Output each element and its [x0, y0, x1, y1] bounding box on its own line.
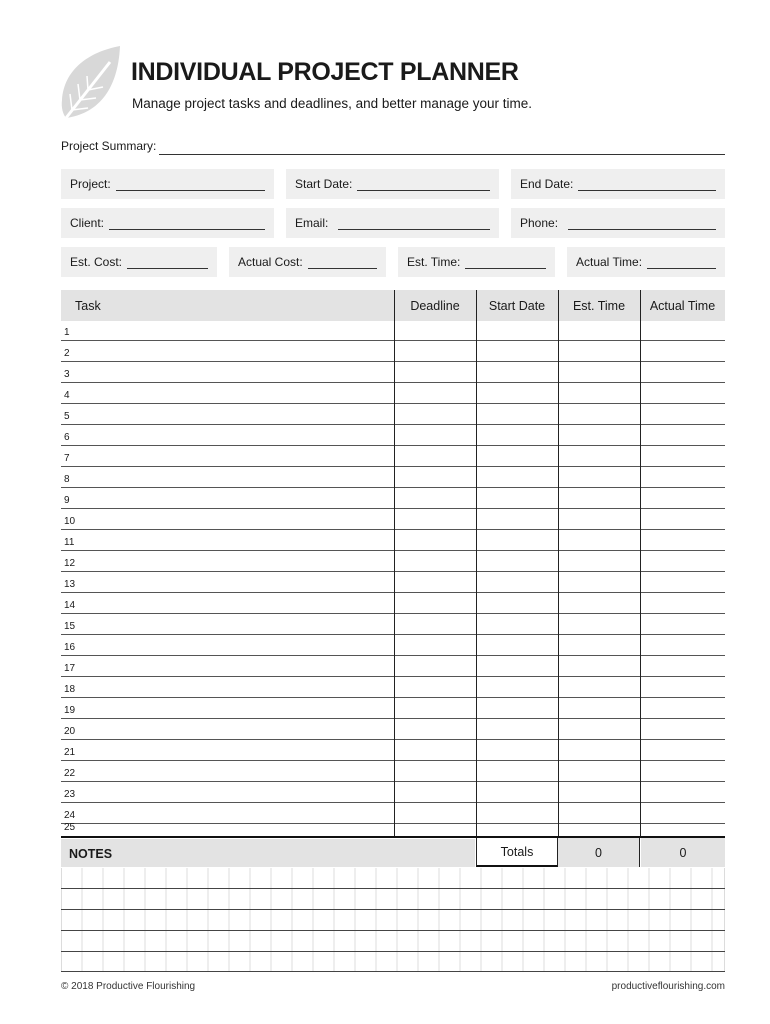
table-row[interactable] [61, 531, 725, 551]
column-header-task: Task [75, 298, 101, 313]
est-time-line [465, 258, 546, 269]
table-row[interactable] [61, 741, 725, 761]
email-field[interactable] [286, 208, 499, 238]
row-number: 2 [64, 348, 70, 359]
actual-time-field[interactable] [567, 247, 725, 277]
table-row[interactable] [61, 363, 725, 383]
start-date-label: Start Date: [295, 177, 353, 191]
table-row[interactable] [61, 657, 725, 677]
project-line [116, 180, 265, 191]
phone-label: Phone: [520, 216, 559, 230]
phone-field[interactable] [511, 208, 725, 238]
table-row[interactable] [61, 405, 725, 425]
table-row[interactable] [61, 573, 725, 593]
actual-cost-label: Actual Cost: [238, 255, 303, 269]
column-header-deadline: Deadline [410, 298, 460, 313]
notes-area[interactable] [61, 868, 725, 972]
column-header-est-time: Est. Time [572, 298, 626, 313]
total-est-time: 0 [558, 838, 640, 867]
table-row[interactable] [61, 552, 725, 572]
start-date-line [357, 180, 490, 191]
client-line [109, 219, 265, 230]
row-number: 9 [64, 495, 70, 506]
phone-line [568, 219, 716, 230]
row-number: 7 [64, 453, 70, 464]
email-label: Email: [295, 216, 329, 230]
end-date-line [578, 180, 716, 191]
est-cost-label: Est. Cost: [70, 255, 123, 269]
row-number: 4 [64, 390, 70, 401]
table-row[interactable] [61, 678, 725, 698]
row-number: 16 [64, 642, 76, 653]
est-time-label: Est. Time: [407, 255, 461, 269]
total-actual-time: 0 [641, 838, 725, 867]
row-number: 14 [64, 600, 76, 611]
project-summary-line [159, 144, 725, 155]
row-number: 18 [64, 684, 76, 695]
table-row[interactable] [61, 384, 725, 404]
table-row[interactable] [61, 510, 725, 530]
start-date-field[interactable] [286, 169, 499, 199]
table-row[interactable] [61, 615, 725, 635]
row-number: 15 [64, 621, 76, 632]
row-number: 8 [64, 474, 70, 485]
footer-copyright: © 2018 Productive Flourishing [61, 981, 196, 992]
actual-time-line [647, 258, 716, 269]
actual-time-label: Actual Time: [576, 255, 643, 269]
row-number: 22 [64, 768, 76, 779]
actual-cost-line [308, 258, 377, 269]
footer-website-link[interactable]: productiveflourishing.com [611, 981, 725, 992]
row-number: 10 [64, 516, 76, 527]
column-divider [640, 290, 641, 837]
column-divider [394, 290, 395, 837]
row-number: 11 [64, 537, 75, 548]
table-row[interactable] [61, 699, 725, 719]
actual-cost-field[interactable] [229, 247, 386, 277]
project-summary-label: Project Summary: [61, 139, 157, 153]
notes-label: NOTES [69, 847, 113, 861]
column-divider [558, 290, 559, 837]
page-subtitle: Manage project tasks and deadlines, and better manage your time. [132, 96, 532, 111]
project-label: Project: [70, 177, 111, 191]
client-field[interactable] [61, 208, 274, 238]
notes-header-bar [61, 839, 475, 867]
table-row[interactable] [61, 636, 725, 656]
leaf-icon [58, 44, 124, 120]
table-row[interactable] [61, 815, 725, 835]
row-number: 23 [64, 789, 76, 800]
end-date-field[interactable] [511, 169, 725, 199]
table-row[interactable] [61, 489, 725, 509]
project-field[interactable] [61, 169, 274, 199]
project-summary-field[interactable] [61, 139, 725, 155]
est-cost-line [127, 258, 208, 269]
row-number: 20 [64, 726, 76, 737]
row-number: 12 [64, 558, 76, 569]
end-date-label: End Date: [520, 177, 574, 191]
table-row[interactable] [61, 321, 725, 341]
row-number: 19 [64, 705, 76, 716]
email-line [338, 219, 490, 230]
task-table-header [61, 290, 725, 321]
totals-label: Totals [476, 838, 558, 867]
table-row[interactable] [61, 468, 725, 488]
column-header-actual-time: Actual Time [649, 298, 716, 313]
table-row[interactable] [61, 720, 725, 740]
page-title: INDIVIDUAL PROJECT PLANNER [131, 58, 519, 86]
column-divider [476, 290, 477, 837]
est-time-field[interactable] [398, 247, 555, 277]
table-row[interactable] [61, 762, 725, 782]
row-number: 17 [64, 663, 76, 674]
row-number: 3 [64, 369, 70, 380]
row-number: 6 [64, 432, 70, 443]
table-row[interactable] [61, 426, 725, 446]
row-number: 13 [64, 579, 76, 590]
row-number: 24 [64, 810, 76, 821]
row-number: 25 [64, 822, 76, 833]
table-row[interactable] [61, 342, 725, 362]
table-row[interactable] [61, 447, 725, 467]
row-number: 1 [64, 327, 70, 338]
table-row[interactable] [61, 594, 725, 614]
est-cost-field[interactable] [61, 247, 217, 277]
client-label: Client: [70, 216, 105, 230]
column-header-start-date: Start Date [488, 298, 546, 313]
row-number: 21 [64, 747, 76, 758]
table-row[interactable] [61, 783, 725, 803]
row-number: 5 [64, 411, 70, 422]
